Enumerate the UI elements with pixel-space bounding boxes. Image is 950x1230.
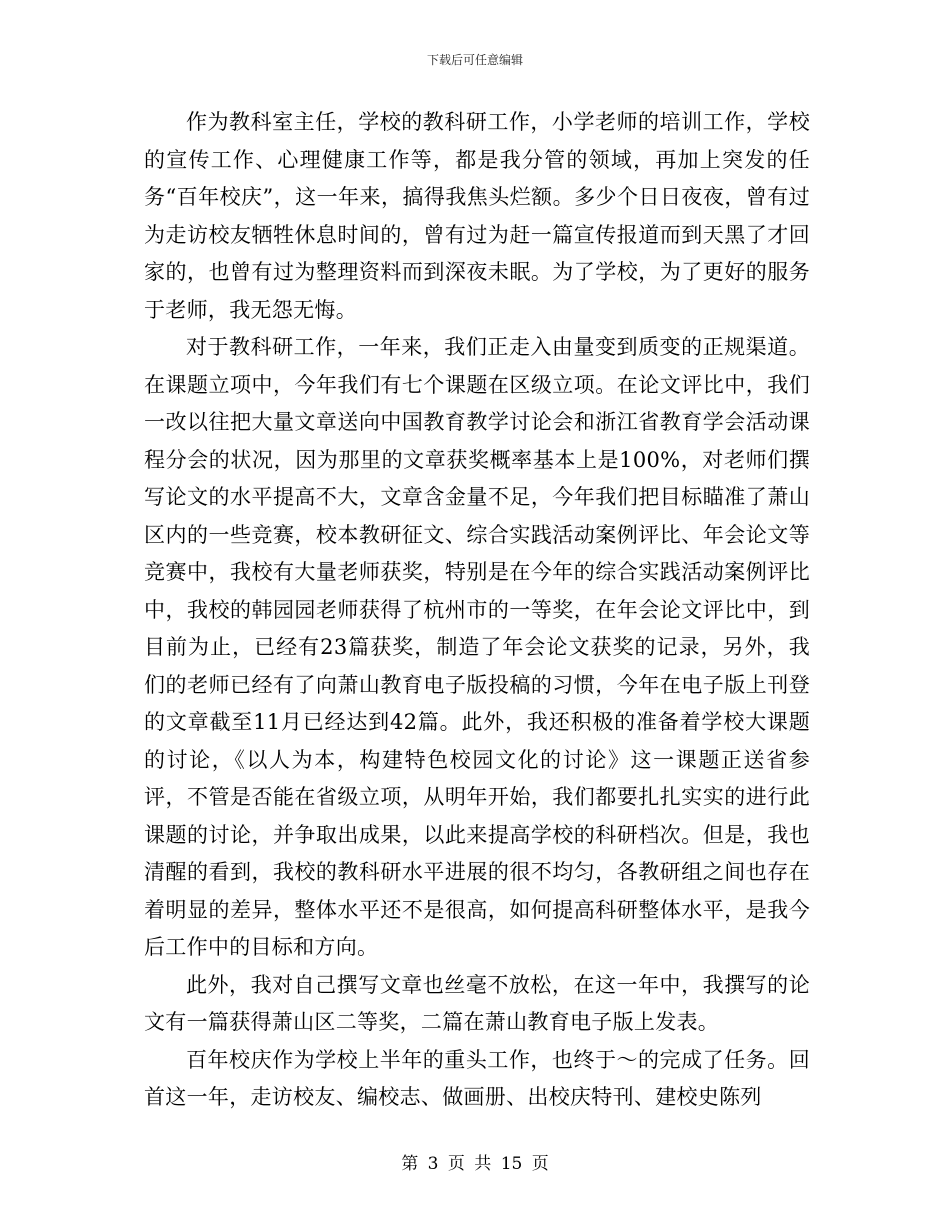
paragraph: 此外，我对自己撰写文章也丝毫不放松，在这一年中，我撰写的论文有一篇获得萧山区二等奖，二篇在萧山教育电子版上发表。 (144, 972, 810, 1034)
page-number-footer: 第 3 页 共 15 页 (401, 1154, 549, 1174)
paragraph: 百年校庆作为学校上半年的重头工作，也终于～的完成了任务。回首这一年，走访校友、编校志、做画册、出校庆特刊、建校史陈列 (144, 1047, 810, 1109)
document-body (144, 104, 810, 1117)
page-header: 下载后可任意编辑 (426, 53, 523, 67)
paragraph: 作为教科室主任，学校的教科研工作，小学老师的培训工作，学校的宣传工作、心理健康工作等，都是我分管的领域，再加上突发的任务“百年校庆”，这一年来，搞得我焦头烂额。多少个日日夜夜，曾有过为走访校友牺牲休息时间的，曾有过为赶一篇宣传报道而到天黑了才回家的，也曾有过为整理资料而到深夜未眠。为了学校，为了更好的服务于老师，我无怨无悔。 (144, 110, 810, 322)
paragraph: 对于教科研工作，一年来，我们正走入由量变到质变的正规渠道。在课题立项中，今年我们有七个课题在区级立项。在论文评比中，我们一改以往把大量文章送向中国教育教学讨论会和浙江省教育学会活动课程分会的状况，因为那里的文章获奖概率基本上是100%，对老师们撰写论文的水平提高不大，文章含金量不足，今年我们把目标瞄准了萧山区内的一些竞赛，校本教研征文、综合实践活动案例评比、年会论文等竞赛中，我校有大量老师获奖，特别是在今年的综合实践活动案例评比中，我校的韩园园老师获得了杭州市的一等奖，在年会论文评比中，到目前为止，已经有23篇获奖，制造了年会论文获奖的记录，另外，我们的老师已经有了向萧山教育电子版投稿的习惯，今年在电子版上刊登的文章截至11月已经达到42篇。此外，我还积极的准备着学校大课题的讨论，《以人为本，构建特色校园文化的讨论》这一课题正送省参评，不管是否能在省级立项，从明年开始，我们都要扎扎实实的进行此课题的讨论，并争取出成果，以此来提高学校的科研档次。但是，我也清醒的看到，我校的教科研水平进展的很不均匀，各教研组之间也存在着明显的差异，整体水平还不是很高，如何提高科研整体水平，是我今后工作中的目标和方向。 (144, 335, 810, 959)
